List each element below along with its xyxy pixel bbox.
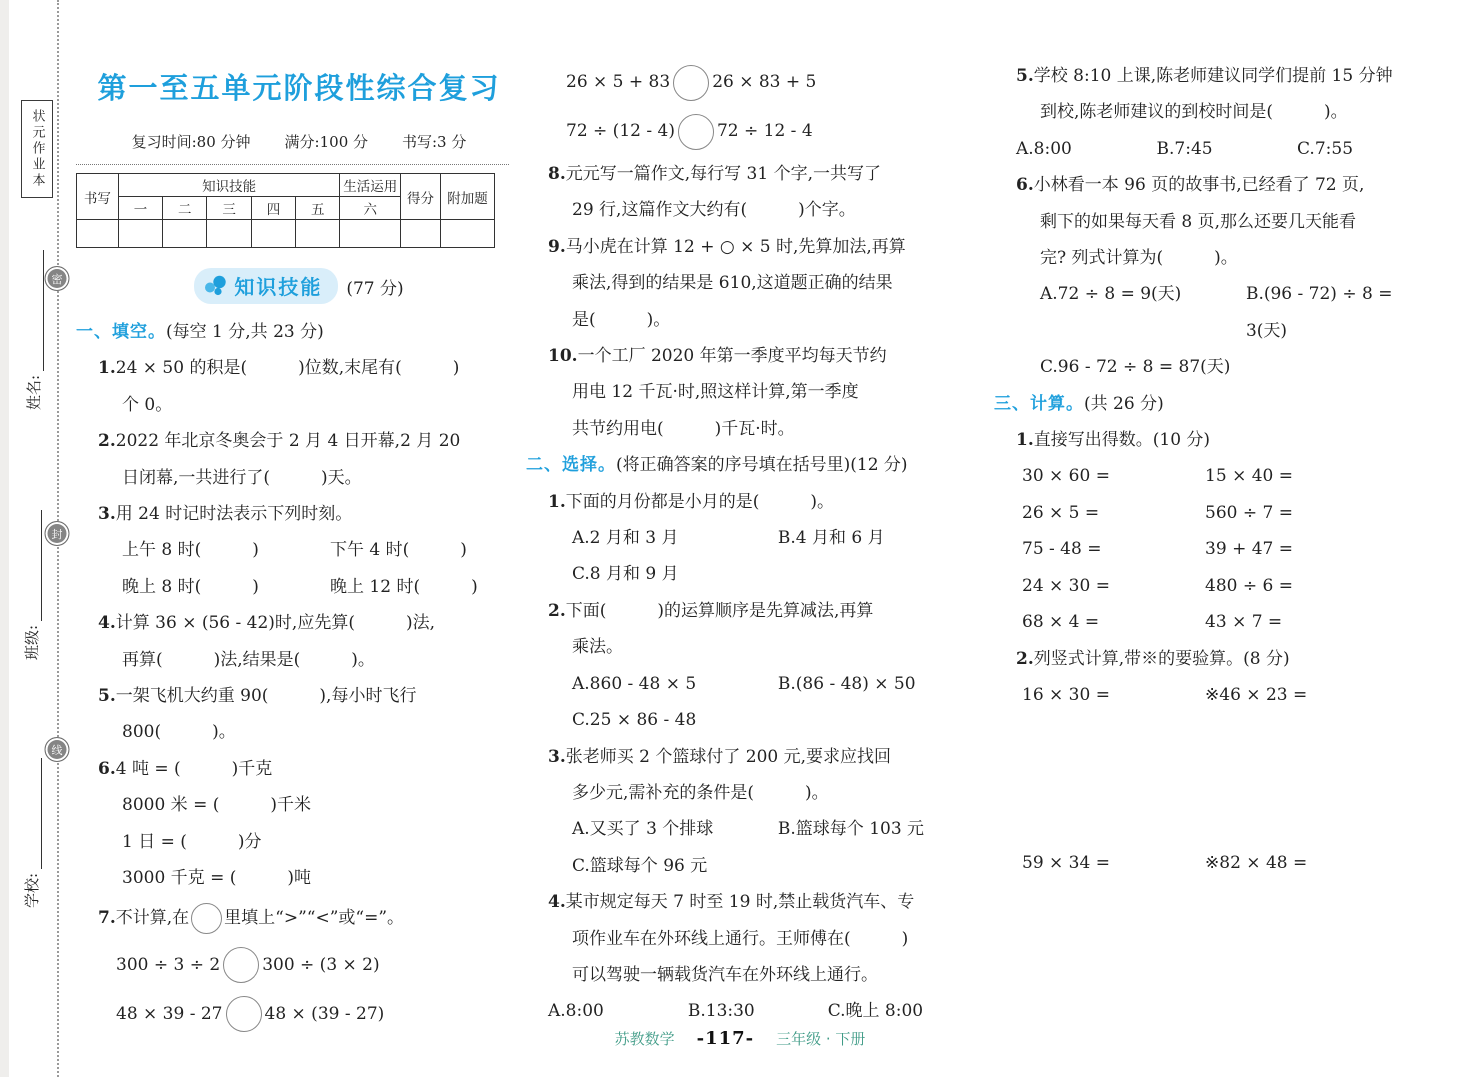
question-number: 1. <box>1016 430 1034 451</box>
page-footer <box>520 1028 960 1049</box>
score-col-shuxie: 书写 <box>77 174 119 220</box>
option-b: B.7:45 <box>1156 138 1213 159</box>
question-line <box>526 484 968 520</box>
equation-right: 39 + 47 = <box>1205 539 1293 560</box>
question-line <box>994 204 1438 240</box>
question-text: 是( )。 <box>572 309 671 330</box>
section-badge-row <box>76 268 522 304</box>
heading-points: (每空 1 分,共 23 分) <box>166 322 324 342</box>
question-line <box>526 192 968 228</box>
seal-feng-icon: 封 <box>45 521 70 546</box>
compare-right: 48 × (39 - 27) <box>264 1003 385 1024</box>
meta-handwriting: 书写:3 分 <box>402 133 467 151</box>
section-heading <box>76 314 522 350</box>
question-line <box>76 824 522 860</box>
question-line <box>994 240 1438 276</box>
question-text: C.8 月和 9 月 <box>572 564 679 585</box>
question-text: 共节约用电( )千瓦·时。 <box>572 418 795 439</box>
question-line <box>76 642 522 678</box>
comparison-circle <box>673 65 709 101</box>
question-number: 3. <box>98 504 116 525</box>
equation-left: 26 × 5 = <box>1022 502 1100 523</box>
name-label: 姓名: <box>25 374 43 410</box>
column-2 <box>526 58 968 1030</box>
question-text: 小林看一本 96 页的故事书,已经看了 72 页, <box>1033 175 1365 196</box>
question-line <box>76 751 522 787</box>
meta-time: 复习时间:80 分钟 <box>131 133 251 151</box>
question-line <box>526 848 968 884</box>
compare-right: 26 × 83 + 5 <box>712 72 817 93</box>
equation-right: 43 × 7 = <box>1205 612 1283 633</box>
question-text: 到校,陈老师建议的到校时间是( )。 <box>1040 102 1348 123</box>
question-text: 8000 米 = ( )千米 <box>122 795 311 816</box>
option-c: C.7:55 <box>1297 138 1354 159</box>
question-text: 日闭幕,一共进行了( )天。 <box>122 467 362 488</box>
class-label: 班级: <box>23 624 41 660</box>
class-blank-line <box>27 510 42 621</box>
heading-label: 三、计算。 <box>994 393 1084 414</box>
question-number: 1. <box>548 491 566 512</box>
option-pair-line <box>526 520 968 556</box>
question-text: 不计算,在 <box>115 908 190 929</box>
option-pair-line <box>76 532 522 568</box>
compare-left: 26 × 5 + 83 <box>566 72 671 93</box>
equation-left: 59 × 34 = <box>1022 853 1110 874</box>
question-number: 7. <box>98 908 116 929</box>
question-line <box>994 422 1438 458</box>
comparison-circle <box>226 996 262 1032</box>
compare-left: 300 ÷ 3 ÷ 2 <box>116 954 221 975</box>
score-sub-5: 五 <box>296 197 340 220</box>
question-number: 4. <box>98 613 116 634</box>
question-line <box>76 897 522 941</box>
column-3 <box>994 58 1438 882</box>
question-text: C.篮球每个 96 元 <box>572 855 708 876</box>
pair-right: B.(86 - 48) × 50 <box>777 673 916 694</box>
dotted-separator <box>76 164 509 165</box>
question-text: 里填上“>”“<”或“=”。 <box>224 908 405 929</box>
section-points: (77 分) <box>346 278 404 299</box>
meta-fullscore: 满分:100 分 <box>284 133 368 151</box>
equation-line <box>994 568 1438 604</box>
question-text: 乘法,得到的结果是 610,这道题正确的结果 <box>572 273 893 294</box>
question-line <box>526 593 968 629</box>
option-c: C.晚上 8:00 <box>827 1001 924 1022</box>
score-sub-6: 六 <box>340 197 401 220</box>
equation-line <box>994 845 1438 881</box>
question-text: 2022 年北京冬奥会于 2 月 4 日开幕,2 月 20 <box>115 431 461 452</box>
question-text: 某市规定每天 7 时至 19 时,禁止载货汽车、专 <box>565 892 915 913</box>
question-line <box>526 739 968 775</box>
heading-label: 二、选择。 <box>526 455 616 476</box>
question-number: 8. <box>548 164 566 184</box>
heading-label: 一、填空。 <box>76 322 166 342</box>
question-line <box>526 411 968 447</box>
question-line <box>76 350 522 386</box>
question-text: 一架飞机大约重 90( ),每小时飞行 <box>115 686 417 707</box>
score-cell-empty <box>77 220 119 248</box>
equation-right: 15 × 40 = <box>1205 466 1293 487</box>
question-line <box>526 229 968 265</box>
question-text: 马小虎在计算 12 + ○ × 5 时,先算加法,再算 <box>565 236 906 257</box>
equation-right: 480 ÷ 6 = <box>1205 575 1293 596</box>
equation-right: 560 ÷ 7 = <box>1205 502 1293 523</box>
question-line <box>526 302 968 338</box>
score-col-defen: 得分 <box>401 174 441 220</box>
question-number: 3. <box>548 746 566 767</box>
option-triple-line <box>994 131 1438 167</box>
question-line <box>526 156 968 192</box>
seal-xian-icon: 线 <box>45 737 70 762</box>
comparison-line <box>76 990 522 1039</box>
question-line <box>76 678 522 714</box>
question-line <box>526 957 968 993</box>
question-text: 直接写出得数。(10 分) <box>1033 430 1211 451</box>
score-col-bonus: 附加题 <box>440 174 494 220</box>
question-line <box>994 641 1438 677</box>
question-text: 可以驾驶一辆载货汽车在外环线上通行。 <box>572 964 878 985</box>
score-sub-1: 一 <box>118 197 162 220</box>
column-2-lines <box>526 58 968 1030</box>
option-pair-line <box>526 666 968 702</box>
page-edge <box>0 0 9 1077</box>
question-text: 张老师买 2 个篮球付了 200 元,要求应找回 <box>565 746 892 767</box>
page-title: 第一至五单元阶段性综合复习 <box>97 71 501 105</box>
comparison-circle <box>678 114 714 150</box>
equation-line <box>994 495 1438 531</box>
score-sub-3: 三 <box>207 197 251 220</box>
option-b: B.13:30 <box>687 1001 755 1022</box>
equation-left: 16 × 30 = <box>1022 684 1110 705</box>
question-text: 列竖式计算,带※的要验算。(8 分) <box>1033 648 1290 669</box>
footer-edition: 三年级 · 下册 <box>776 1030 866 1048</box>
score-sub-4: 四 <box>251 197 295 220</box>
comparison-line <box>526 58 968 107</box>
pair-left: A.又买了 3 个排球 <box>572 819 714 840</box>
name-blank-line <box>29 250 44 371</box>
school-label: 学校: <box>23 872 41 908</box>
footer-series: 苏教数学 <box>614 1030 675 1048</box>
question-text: 完? 列式计算为( )。 <box>1040 248 1238 269</box>
school-field <box>22 758 42 908</box>
pair-right: B.篮球每个 103 元 <box>777 819 925 840</box>
question-line <box>526 629 968 665</box>
question-line <box>526 265 968 301</box>
compare-right: 300 ÷ (3 × 2) <box>262 954 380 975</box>
question-text: 多少元,需补充的条件是( )。 <box>572 782 829 803</box>
section-heading <box>994 386 1438 422</box>
seal-mi-icon: 密 <box>45 266 70 291</box>
question-line <box>76 605 522 641</box>
question-line <box>526 338 968 374</box>
option-a: A.8:00 <box>1016 138 1072 159</box>
question-line <box>76 496 522 532</box>
blank-space <box>994 713 1438 845</box>
question-text: 3000 千克 = ( )吨 <box>122 868 311 889</box>
equation-line <box>994 604 1438 640</box>
section-heading <box>526 447 968 483</box>
question-line <box>76 860 522 896</box>
question-line <box>526 884 968 920</box>
question-text: 元元写一篇作文,每行写 31 个字,一共写了 <box>565 164 881 184</box>
pair-right: 下午 4 时( ) <box>330 540 467 561</box>
score-group-life: 生活运用 <box>340 174 401 197</box>
question-text: 再算( )法,结果是( )。 <box>122 649 375 670</box>
heading-points: (共 26 分) <box>1084 393 1164 414</box>
equation-line <box>994 458 1438 494</box>
question-text: C.25 × 86 - 48 <box>572 710 697 731</box>
class-field <box>22 510 42 660</box>
option-triple-line <box>526 993 968 1029</box>
question-line <box>994 167 1438 203</box>
question-line <box>526 556 968 592</box>
question-text: 下面的月份都是小月的是( )。 <box>565 491 835 512</box>
question-line <box>994 349 1438 385</box>
compare-left: 48 × 39 - 27 <box>116 1003 223 1024</box>
option-a: A.8:00 <box>548 1001 604 1022</box>
question-line <box>526 775 968 811</box>
question-text: 1 日 = ( )分 <box>122 831 262 852</box>
question-text: 项作业车在外环线上通行。王师傅在( ) <box>572 928 909 949</box>
pair-left: 晚上 8 时( ) <box>122 576 259 597</box>
question-text: 29 行,这篇作文大约有( )个字。 <box>572 200 856 221</box>
section-badge-label: 知识技能 <box>234 275 323 299</box>
compare-right: 72 ÷ 12 - 4 <box>716 121 813 142</box>
comparison-line <box>526 107 968 156</box>
score-sub-2: 二 <box>163 197 207 220</box>
question-text: 计算 36 × (56 - 42)时,应先算( )法, <box>115 613 435 634</box>
heading-points: (将正确答案的序号填在括号里)(12 分) <box>616 455 908 476</box>
comparison-circle <box>223 947 259 983</box>
question-text: C.96 - 72 ÷ 8 = 87(天) <box>1040 357 1231 378</box>
question-number: 6. <box>98 758 116 779</box>
question-number: 6. <box>1016 175 1034 196</box>
column-1 <box>76 58 522 1039</box>
question-text: 学校 8:10 上课,陈老师建议同学们提前 15 分钟 <box>1033 66 1393 86</box>
pair-left: A.860 - 48 × 5 <box>572 673 697 694</box>
question-text: 乘法。 <box>572 637 623 658</box>
pair-left: A.72 ÷ 8 = 9(天) <box>1040 284 1182 305</box>
equation-right: ※82 × 48 = <box>1205 853 1308 874</box>
comparison-line <box>76 941 522 990</box>
column-1-lines <box>76 314 522 1039</box>
option-pair-line <box>76 569 522 605</box>
question-line <box>526 921 968 957</box>
question-line <box>526 702 968 738</box>
question-number: 10. <box>548 346 578 367</box>
question-number: 5. <box>98 686 116 707</box>
pair-left: A.2 月和 3 月 <box>572 528 679 549</box>
comparison-circle <box>191 903 222 934</box>
option-pair-line <box>994 276 1438 349</box>
compare-left: 72 ÷ (12 - 4) <box>566 121 675 142</box>
question-text: 下面( )的运算顺序是先算减法,再算 <box>565 600 874 621</box>
option-pair-line <box>526 811 968 847</box>
exam-meta <box>76 131 522 152</box>
question-line <box>76 714 522 750</box>
equation-right: ※46 × 23 = <box>1205 684 1308 705</box>
question-text: 一个工厂 2020 年第一季度平均每天节约 <box>577 346 887 367</box>
pair-left: 上午 8 时( ) <box>122 540 259 561</box>
question-text: 24 × 50 的积是( )位数,末尾有( ) <box>115 358 460 379</box>
question-text: 用电 12 千瓦·时,照这样计算,第一季度 <box>572 382 859 403</box>
question-text: 剩下的如果每天看 8 页,那么还要几天能看 <box>1040 211 1357 232</box>
equation-line <box>994 531 1438 567</box>
question-text: 个 0。 <box>122 394 173 415</box>
pair-right: 晚上 12 时( ) <box>330 576 478 597</box>
pair-right: B.(96 - 72) ÷ 8 = 3(天) <box>1245 284 1398 341</box>
name-field <box>24 250 44 410</box>
equation-left: 24 × 30 = <box>1022 575 1110 596</box>
question-line <box>994 58 1438 94</box>
question-number: 4. <box>548 892 566 913</box>
question-line <box>76 787 522 823</box>
equation-line <box>994 677 1438 713</box>
brand-vertical-label: 状元作业本 <box>21 100 53 198</box>
column-3-lines <box>994 58 1438 882</box>
question-line <box>526 374 968 410</box>
section-badge <box>194 268 338 304</box>
footer-page-number: -117- <box>696 1028 755 1049</box>
question-number: 2. <box>548 600 566 621</box>
clover-dots-icon <box>204 275 228 296</box>
equation-left: 30 × 60 = <box>1022 466 1110 487</box>
question-text: 用 24 时记时法表示下列时刻。 <box>115 504 353 525</box>
equation-left: 68 × 4 = <box>1022 612 1100 633</box>
score-table <box>76 173 495 248</box>
question-line <box>76 460 522 496</box>
question-line <box>994 94 1438 130</box>
question-text: 4 吨 = ( )千克 <box>115 758 273 779</box>
question-number: 9. <box>548 236 566 257</box>
question-number: 2. <box>98 431 116 452</box>
question-line <box>76 387 522 423</box>
equation-left: 75 - 48 = <box>1022 539 1102 560</box>
question-number: 1. <box>98 358 116 379</box>
question-text: 800( )。 <box>122 722 236 743</box>
question-number: 2. <box>1016 648 1034 669</box>
pair-right: B.4 月和 6 月 <box>777 528 885 549</box>
school-blank-line <box>27 758 42 869</box>
question-number: 5. <box>1016 66 1034 86</box>
question-line <box>76 423 522 459</box>
score-group-knowledge: 知识技能 <box>118 174 340 197</box>
